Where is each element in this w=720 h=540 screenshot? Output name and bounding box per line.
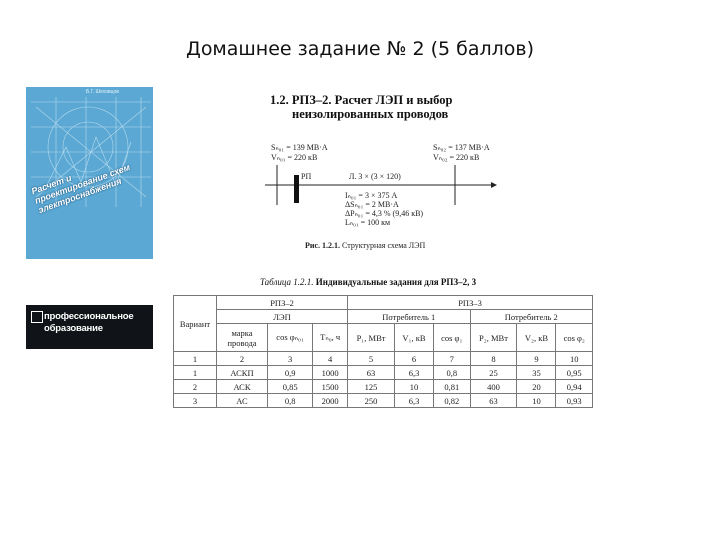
problem-heading-line-1: 1.2. РПЗ–2. Расчет ЛЭП и выбор [270, 93, 453, 107]
table-cell: 0,81 [434, 380, 470, 394]
slide-title: Домашнее задание № 2 (5 баллов) [185, 38, 535, 60]
param-current: Iₙ₀₁ = 3 × 375 А [345, 191, 398, 200]
col-header: марка провода [217, 324, 268, 352]
table-cell: 0,85 [268, 380, 313, 394]
table-cell: 0,93 [556, 394, 593, 408]
table-cell: 250 [348, 394, 395, 408]
table-cell: 400 [470, 380, 517, 394]
book-author: Б.Г. Шеховцов [86, 89, 119, 95]
table-cell: 2000 [313, 394, 348, 408]
table-cell: АСК [217, 380, 268, 394]
table-cell: 6 [395, 352, 434, 366]
book-series-line-2: образование [44, 323, 103, 334]
table-row [174, 380, 593, 394]
table-cell: 1 [174, 352, 217, 366]
table-cell: 9 [517, 352, 556, 366]
col-header: cos φ₁ [434, 324, 470, 352]
table-cell: 10 [556, 352, 593, 366]
left-power-label: Sₙ₀₁ = 139 МВ·А [271, 143, 328, 152]
header-consumer-1: Потребитель 1 [348, 310, 470, 324]
header-rpz3: РПЗ–3 [348, 296, 593, 310]
table-cell: 63 [470, 394, 517, 408]
table-cell: 35 [517, 366, 556, 380]
table-cell: 0,82 [434, 394, 470, 408]
table-caption-text: Индивидуальные задания для РПЗ–2, 3 [315, 277, 477, 287]
table-cell: 7 [434, 352, 470, 366]
col-header: V₁, кВ [395, 324, 434, 352]
book-series-line-1: профессиональное [44, 311, 134, 322]
table-cell: 1500 [313, 380, 348, 394]
table-cell: 125 [348, 380, 395, 394]
table-cell: 1 [174, 366, 217, 380]
table-cell: 2 [174, 380, 217, 394]
numbering-row [174, 352, 593, 366]
right-voltage-label: Vₙ₀₂ = 220 кВ [433, 153, 480, 162]
table-cell: 63 [348, 366, 395, 380]
series-logo-icon [31, 311, 43, 323]
arrow-head-icon [491, 182, 497, 188]
header-variant: Вариант [174, 296, 217, 352]
table-cell: 2 [217, 352, 268, 366]
col-header: P₂, МВт [470, 324, 517, 352]
table-cell: 0,9 [268, 366, 313, 380]
line-spec-label: Л. 3 × (3 × 120) [349, 172, 401, 181]
col-header: Tₙ₀, ч [313, 324, 348, 352]
table-cell: 6,3 [395, 366, 434, 380]
problem-heading-line-2: неизолированных проводов [292, 107, 449, 121]
header-rpz2: РПЗ–2 [217, 296, 348, 310]
rp-node-block [294, 175, 299, 203]
table-cell: 10 [395, 380, 434, 394]
problem-heading [270, 93, 520, 121]
figure-caption-text: Структурная схема ЛЭП [342, 241, 426, 250]
table-cell: 0,8 [434, 366, 470, 380]
col-header: P₁, МВт [348, 324, 395, 352]
figure-caption [305, 241, 425, 250]
table-cell: 20 [517, 380, 556, 394]
header-lep: ЛЭП [217, 310, 348, 324]
table-cell: 0,8 [268, 394, 313, 408]
left-voltage-label: Vₙ₀₁ = 220 кВ [271, 153, 318, 162]
col-header: cos φₙ₀₁ [268, 324, 313, 352]
param-power-loss: ΔSₙ₀₁ = 2 МВ·А [345, 200, 399, 209]
table-cell: 10 [517, 394, 556, 408]
table-cell: АСКП [217, 366, 268, 380]
param-length: Lₙ₀₁ = 100 км [345, 218, 391, 227]
assignment-table [173, 295, 593, 408]
table-caption-number: Таблица 1.2.1. [260, 277, 314, 287]
table-row [174, 366, 593, 380]
table-cell: АС [217, 394, 268, 408]
figure-caption-number: Рис. 1.2.1. [305, 241, 341, 250]
right-power-label: Sₙ₀₂ = 137 МВ·А [433, 143, 490, 152]
table-cell: 1000 [313, 366, 348, 380]
table-cell: 3 [268, 352, 313, 366]
table-row [174, 394, 593, 408]
table-cell: 6,3 [395, 394, 434, 408]
header-consumer-2: Потребитель 2 [470, 310, 593, 324]
book-cover-image [26, 87, 153, 334]
rp-node-label: РП [301, 172, 312, 181]
table-cell: 25 [470, 366, 517, 380]
table-cell: 0,95 [556, 366, 593, 380]
book-title: Расчет и проектирование схем электроснабжения [30, 161, 132, 216]
param-voltage-drop: ΔPₙ₀₁ = 4,3 % (9,46 кВ) [345, 209, 424, 218]
col-header: cos φ₂ [556, 324, 593, 352]
table-cell: 5 [348, 352, 395, 366]
table-cell: 8 [470, 352, 517, 366]
table-cell: 4 [313, 352, 348, 366]
col-header: V₂, кВ [517, 324, 556, 352]
table-cell: 3 [174, 394, 217, 408]
table-cell: 0,94 [556, 380, 593, 394]
table-caption [260, 277, 476, 287]
